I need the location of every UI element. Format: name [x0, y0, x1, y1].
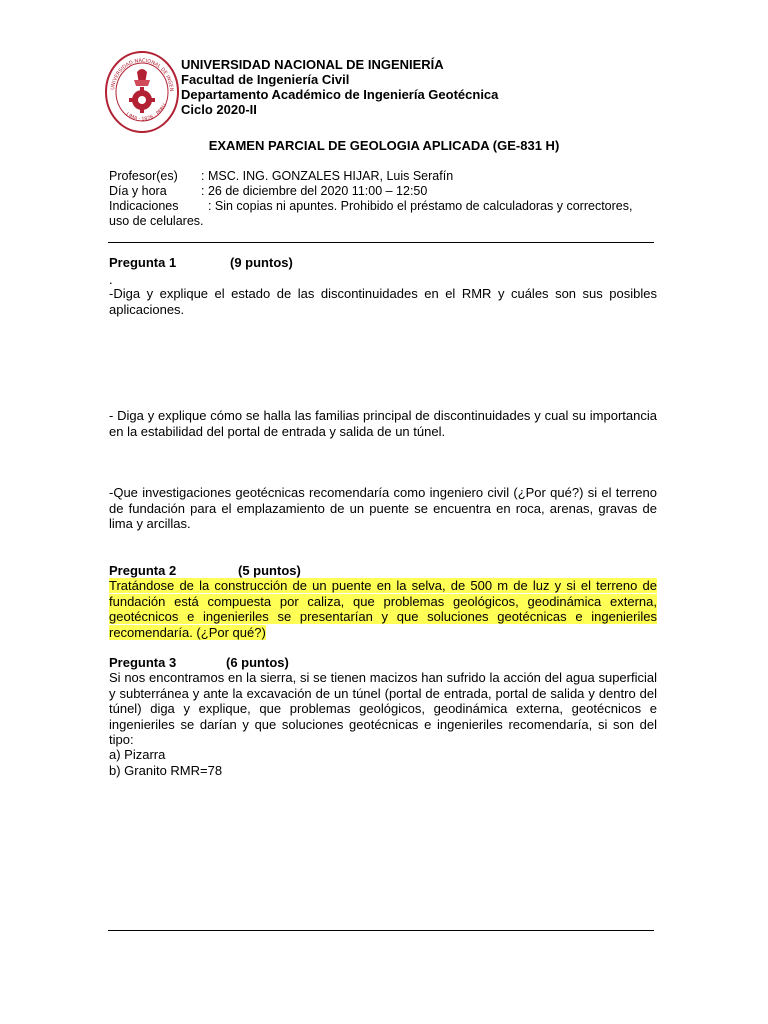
- question-3-heading: [109, 655, 289, 670]
- question-3-option-a: a) Pizarra: [109, 747, 166, 762]
- top-divider: [108, 242, 654, 243]
- question-1-dot: .: [109, 272, 113, 287]
- university-name: UNIVERSIDAD NACIONAL DE INGENIERÍA: [181, 57, 444, 72]
- faculty-name: Facultad de Ingeniería Civil: [181, 72, 350, 87]
- exam-info: [109, 169, 649, 229]
- institution-header: [181, 57, 498, 117]
- bottom-divider: [108, 930, 654, 931]
- question-1-part-2: - Diga y explique cómo se halla las familias principal de discontinuidades y cual su importancia en la estabilidad del portal de entrada y salida de un túnel.: [109, 408, 657, 439]
- question-3-points: (6 puntos): [226, 655, 289, 670]
- info-row-professor: [109, 169, 649, 184]
- info-row-datetime: [109, 184, 649, 199]
- question-1-title: Pregunta 1: [109, 255, 177, 270]
- info-label: Día y hora: [109, 184, 167, 198]
- question-2-points: (5 puntos): [238, 563, 301, 578]
- question-2-highlighted-text: Tratándose de la construcción de un puente en la selva, de 500 m de luz y si el terreno de fundación está compuesta por caliza, que problemas geológicos, geodinámica externa, geotécnicos e ingenieriles se presentarían y que soluciones geotécnicas e ingenieriles recomendaría. (¿Por qué?): [109, 578, 657, 640]
- university-seal-logo: [104, 50, 180, 134]
- question-2-heading: [109, 563, 301, 578]
- info-continuation: uso de celulares.: [109, 214, 204, 228]
- svg-text:LIMA · 1876 · PERU: LIMA · 1876 · PERU: [124, 102, 169, 123]
- info-row-instructions: [109, 199, 649, 214]
- info-value: : 26 de diciembre del 2020 11:00 – 12:50: [201, 184, 428, 198]
- question-3-title: Pregunta 3: [109, 655, 177, 670]
- department-name: Departamento Académico de Ingeniería Geotécnica: [181, 87, 499, 102]
- info-label: Indicaciones: [109, 199, 179, 213]
- svg-text:UNIVERSIDAD NACIONAL DE INGENI: UNIVERSIDAD NACIONAL DE INGEN: [110, 57, 175, 92]
- info-value: : Sin copias ni apuntes. Prohibido el préstamo de calculadoras y correctores,: [201, 199, 633, 213]
- question-2-title: Pregunta 2: [109, 563, 177, 578]
- question-1-heading: [109, 255, 293, 270]
- exam-title: EXAMEN PARCIAL DE GEOLOGIA APLICADA (GE-831 H): [208, 138, 560, 153]
- question-3-option-b: b) Granito RMR=78: [109, 763, 223, 778]
- info-label: Profesor(es): [109, 169, 178, 183]
- question-1-part-3: -Que investigaciones geotécnicas recomendaría como ingeniero civil (¿Por qué?) si el terreno de fundación para el emplazamiento de un puente se encuentra en roca, arenas, gravas de lima y arcillas.: [109, 485, 657, 531]
- question-1-part-1: -Diga y explique el estado de las discontinuidades en el RMR y cuáles son sus posibles aplicaciones.: [109, 286, 657, 317]
- cycle-label: Ciclo 2020-II: [181, 102, 257, 117]
- question-3-text: Si nos encontramos en la sierra, si se tienen macizos han sufrido la acción del agua superficial y subterránea y ante la excavación de un túnel (portal de entrada, portal de salida y dentro del túnel) diga y explique, que problemas geológicos, geodinámica externa, geotécnicos e ingenieriles se darían y que soluciones geotécnicas e ingenieriles recomendaría, si son del tipo:: [109, 670, 657, 747]
- question-1-points: (9 puntos): [230, 255, 293, 270]
- info-value: : MSC. ING. GONZALES HIJAR, Luis Serafín: [201, 169, 454, 183]
- question-2-text: [109, 578, 657, 640]
